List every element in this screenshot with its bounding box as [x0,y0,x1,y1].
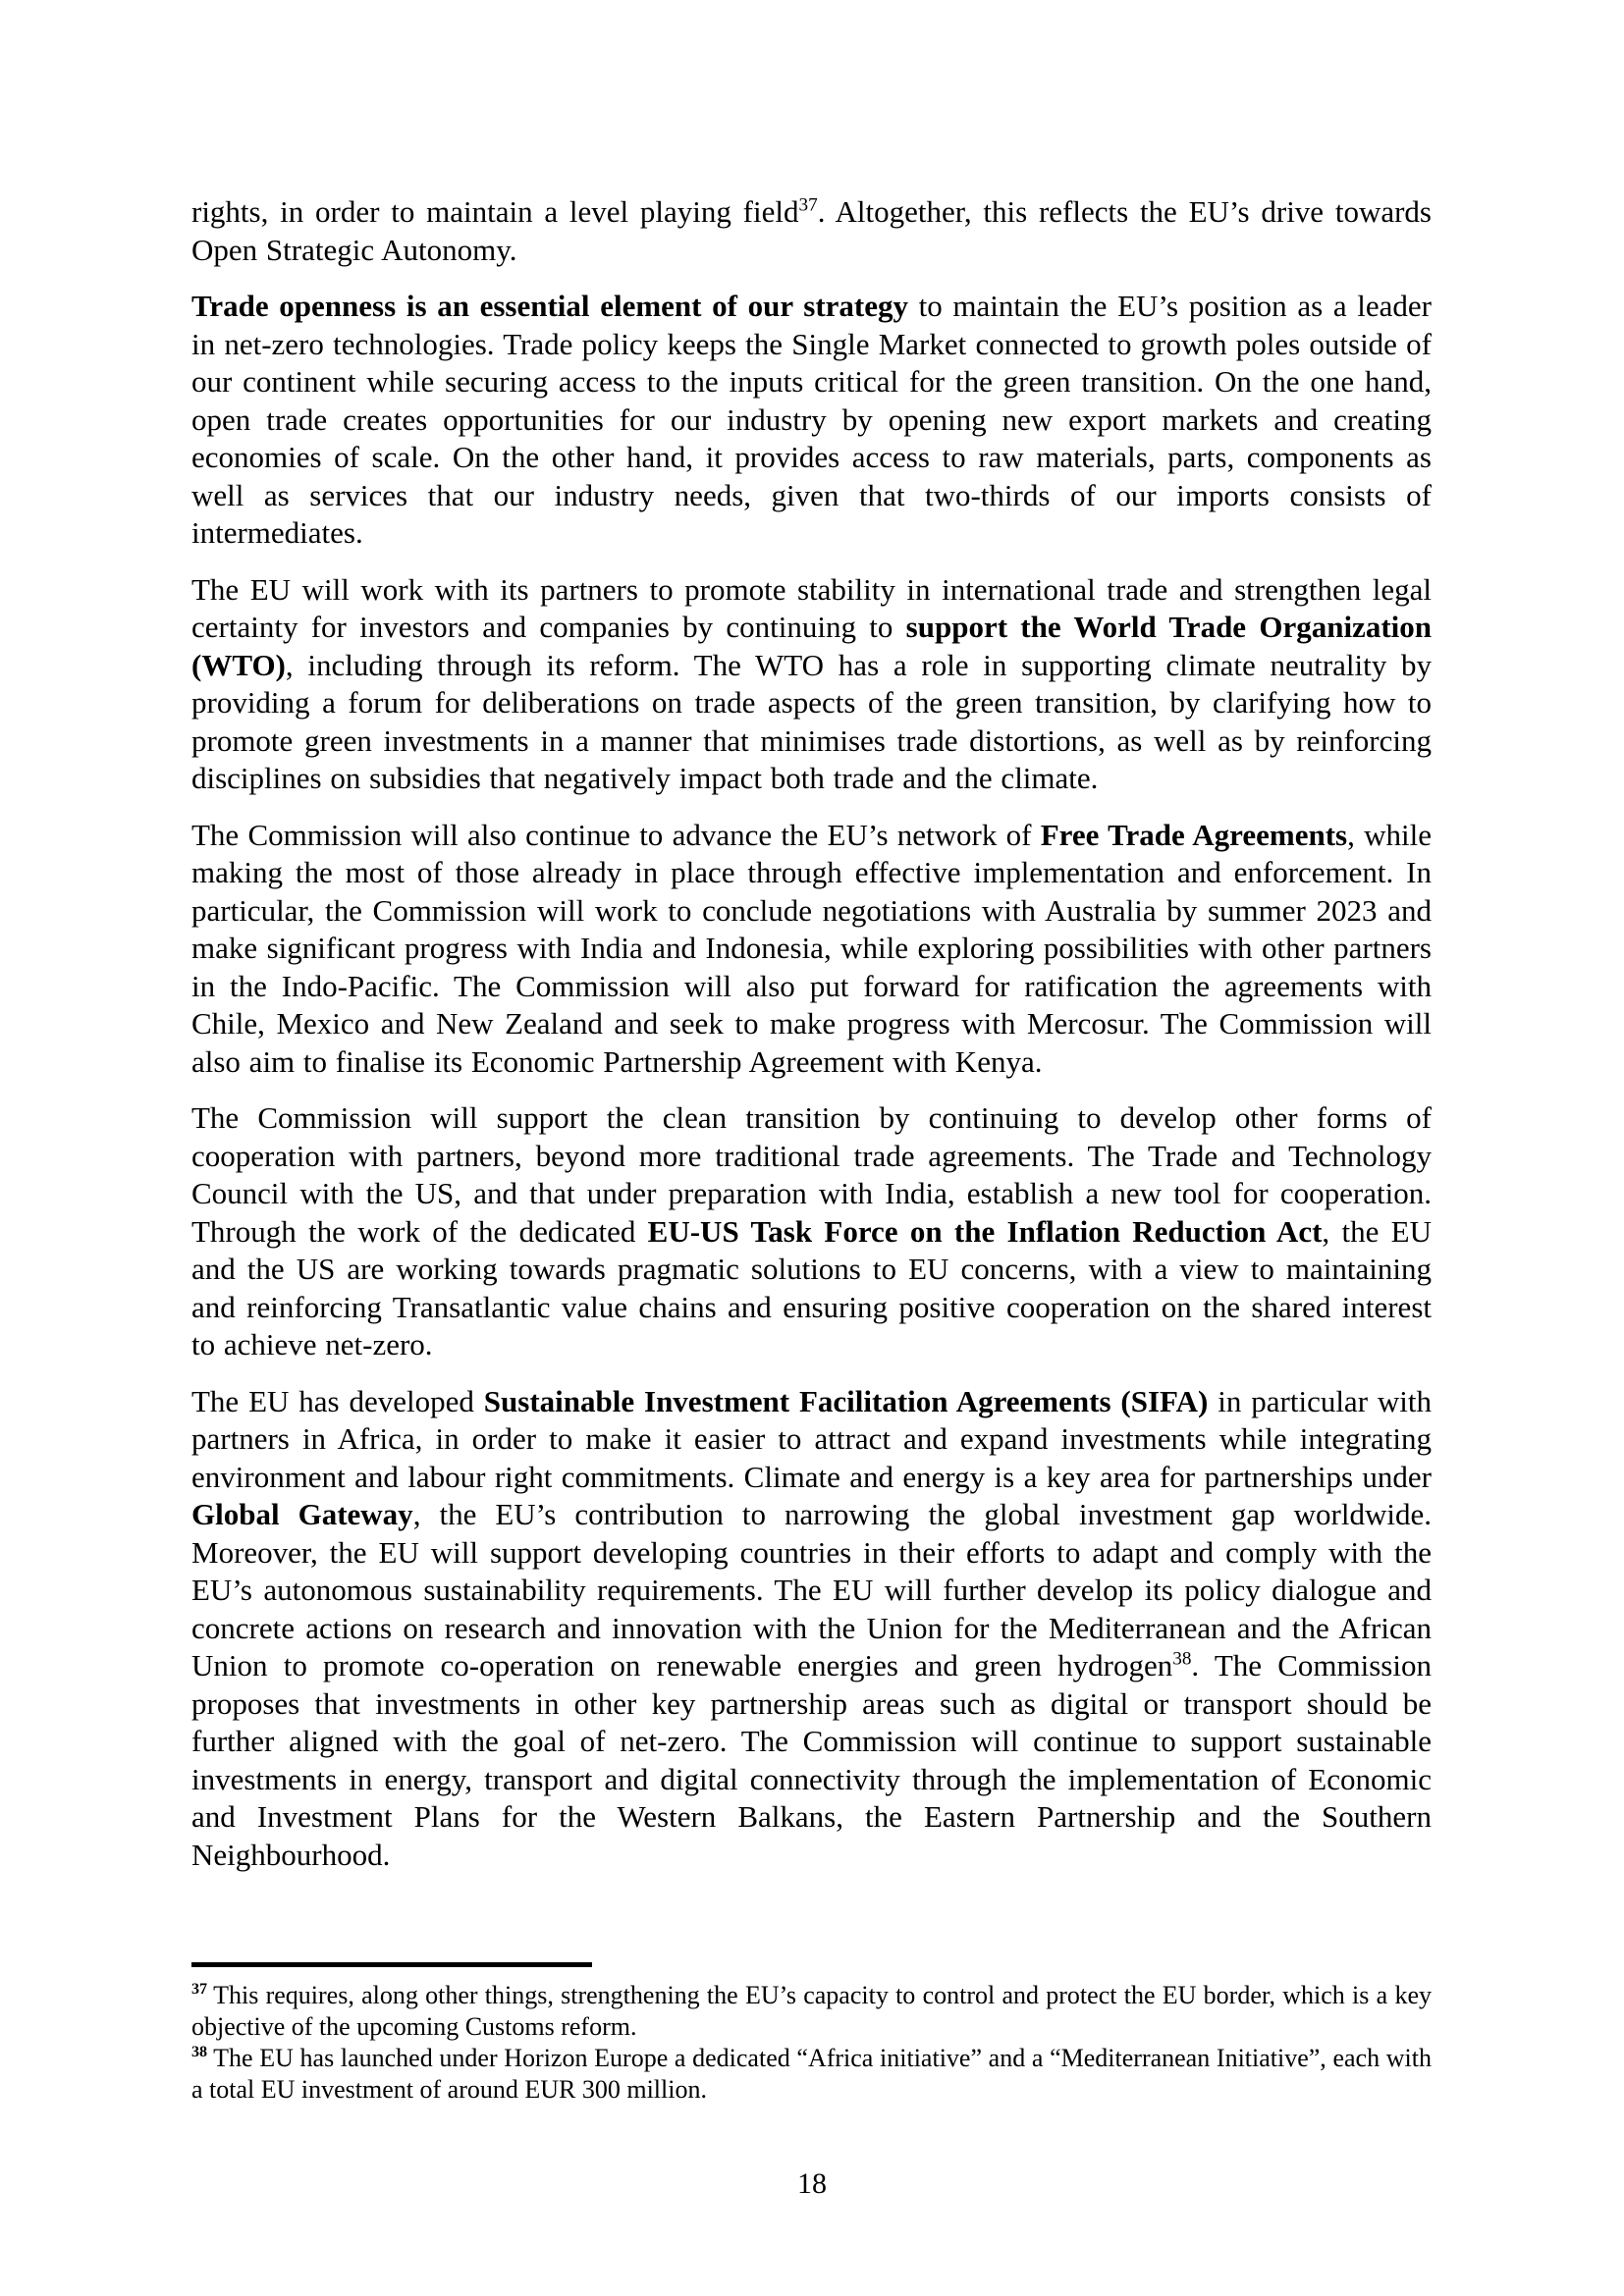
footnote-number: 37 [191,1981,208,1999]
footnote-number: 38 [191,2044,208,2061]
page-number: 18 [797,2167,827,2200]
footnote-area [191,1962,1432,2106]
bold-text-run: Global Gateway [191,1497,413,1531]
text-run: The Commission will support the clean transition by continuing to develop other forms of cooperation with partners, beyond more traditional trade agreements. The Trade and Technology Council with the US, and that under preparation with India, establish a new tool for cooperation. Through the work of the dedicated [191,1100,1432,1249]
paragraph [191,1383,1432,1875]
text-run: , including through its reform. The WTO has a role in supporting climate neutrality by providing a forum for deliberations on trade aspects of the green transition, by clarifying how to promote green investments in a manner that minimises trade distortions, as well as by reinforcing disciplines on subsidies that negatively impact both trade and the climate. [191,647,1432,795]
text-run: , the EU’s contribution to narrowing the global investment gap worldwide. Moreover, the EU will support developing countries in their efforts to adapt and comply with the EU’s autonomous sustainability requirements. The EU will further develop its policy dialogue and concrete actions on research and innovation with the Union for the Mediterranean and the African Union to promote co-operation on renewable energies and green hydrogen [191,1497,1432,1682]
paragraph [191,288,1432,553]
bold-text-run: Free Trade Agreements [1040,817,1348,852]
bold-text-run: Sustainable Investment Facilitation Agreements (SIFA) [483,1383,1209,1418]
text-run: The Commission will also continue to advance the EU’s network of [191,817,1041,852]
text-run: , while making the most of those already in place through effective implementation and enforcement. In particular, the Commission will work to conclude negotiations with Australia by summer 2023 and make significant progress with India and Indonesia, while exploring possibilities with other partners in the Indo-Pacific. The Commission will also put forward for ratification the agreements with Chile, Mexico and New Zealand and seek to make progress with Mercosur. The Commission will also aim to finalise its Economic Partnership Agreement with Kenya. [191,817,1432,1079]
paragraph [191,193,1432,269]
paragraph [191,817,1432,1082]
text-run: in particular with partners in Africa, in order to make it easier to attract and expand investments while integrating environment and labour right commitments. Climate and energy is a key area for partnerships under [191,1383,1433,1494]
paragraph [191,571,1432,798]
footnote-text: The EU has launched under Horizon Europe a dedicated “Africa initiative” and a “Mediterranean Initiative”, each with a total EU investment of around EUR 300 million. [191,2044,1432,2104]
paragraph [191,1099,1432,1364]
bold-text-run: Trade openness is an essential element of our strategy [191,289,908,323]
footnote-marker: 38 [1172,1648,1192,1670]
text-run: The EU will work with its partners to promote stability in international trade and strengthen legal certainty for investors and companies by continuing to [191,571,1432,644]
text-run: rights, in order to maintain a level playing field [191,194,799,229]
footnote [191,2043,1432,2106]
bold-text-run: EU-US Task Force on the Inflation Reduction Act [647,1213,1323,1249]
footnote [191,1980,1432,2043]
text-run: The EU has developed [191,1383,484,1418]
text-run: to maintain the EU’s position as a leader in net-zero technologies. Trade policy keeps the Single Market connected to growth poles outside of our continent while securing access to the inputs critical for the green transition. On the one hand, open trade creates opportunities for our industry by opening new export markets and creating economies of scale. On the other hand, it provides access to raw materials, parts, components as well as services that our industry needs, given that two-thirds of our imports consists of intermediates. [191,289,1432,550]
text-run: . Altogether, this reflects the EU’s drive towards Open Strategic Autonomy. [191,194,1432,267]
footnote-marker: 37 [798,194,818,216]
footnote-text: This requires, along other things, strengthening the EU’s capacity to control and protect the EU border, which is a key objective of the upcoming Customs reform. [191,1981,1432,2041]
footnote-list [191,1980,1432,2106]
text-run: , the EU and the US are working towards pragmatic solutions to EU concerns, with a view to maintaining and reinforcing Transatlantic value chains and ensuring positive cooperation on the shared interest to achieve net-zero. [191,1213,1432,1362]
footnote-separator [191,1962,592,1967]
text-run: . The Commission proposes that investments in other key partnership areas such as digital or transport should be further aligned with the goal of net-zero. The Commission will continue to support sustainable investments in energy, transport and digital connectivity through the implementation of Economic and Investment Plans for the Western Balkans, the Eastern Partnership and the Southern Neighbourhood. [191,1648,1432,1872]
bold-text-run: support the World Trade Organization (WTO) [191,610,1432,682]
document-body [191,193,1432,1893]
